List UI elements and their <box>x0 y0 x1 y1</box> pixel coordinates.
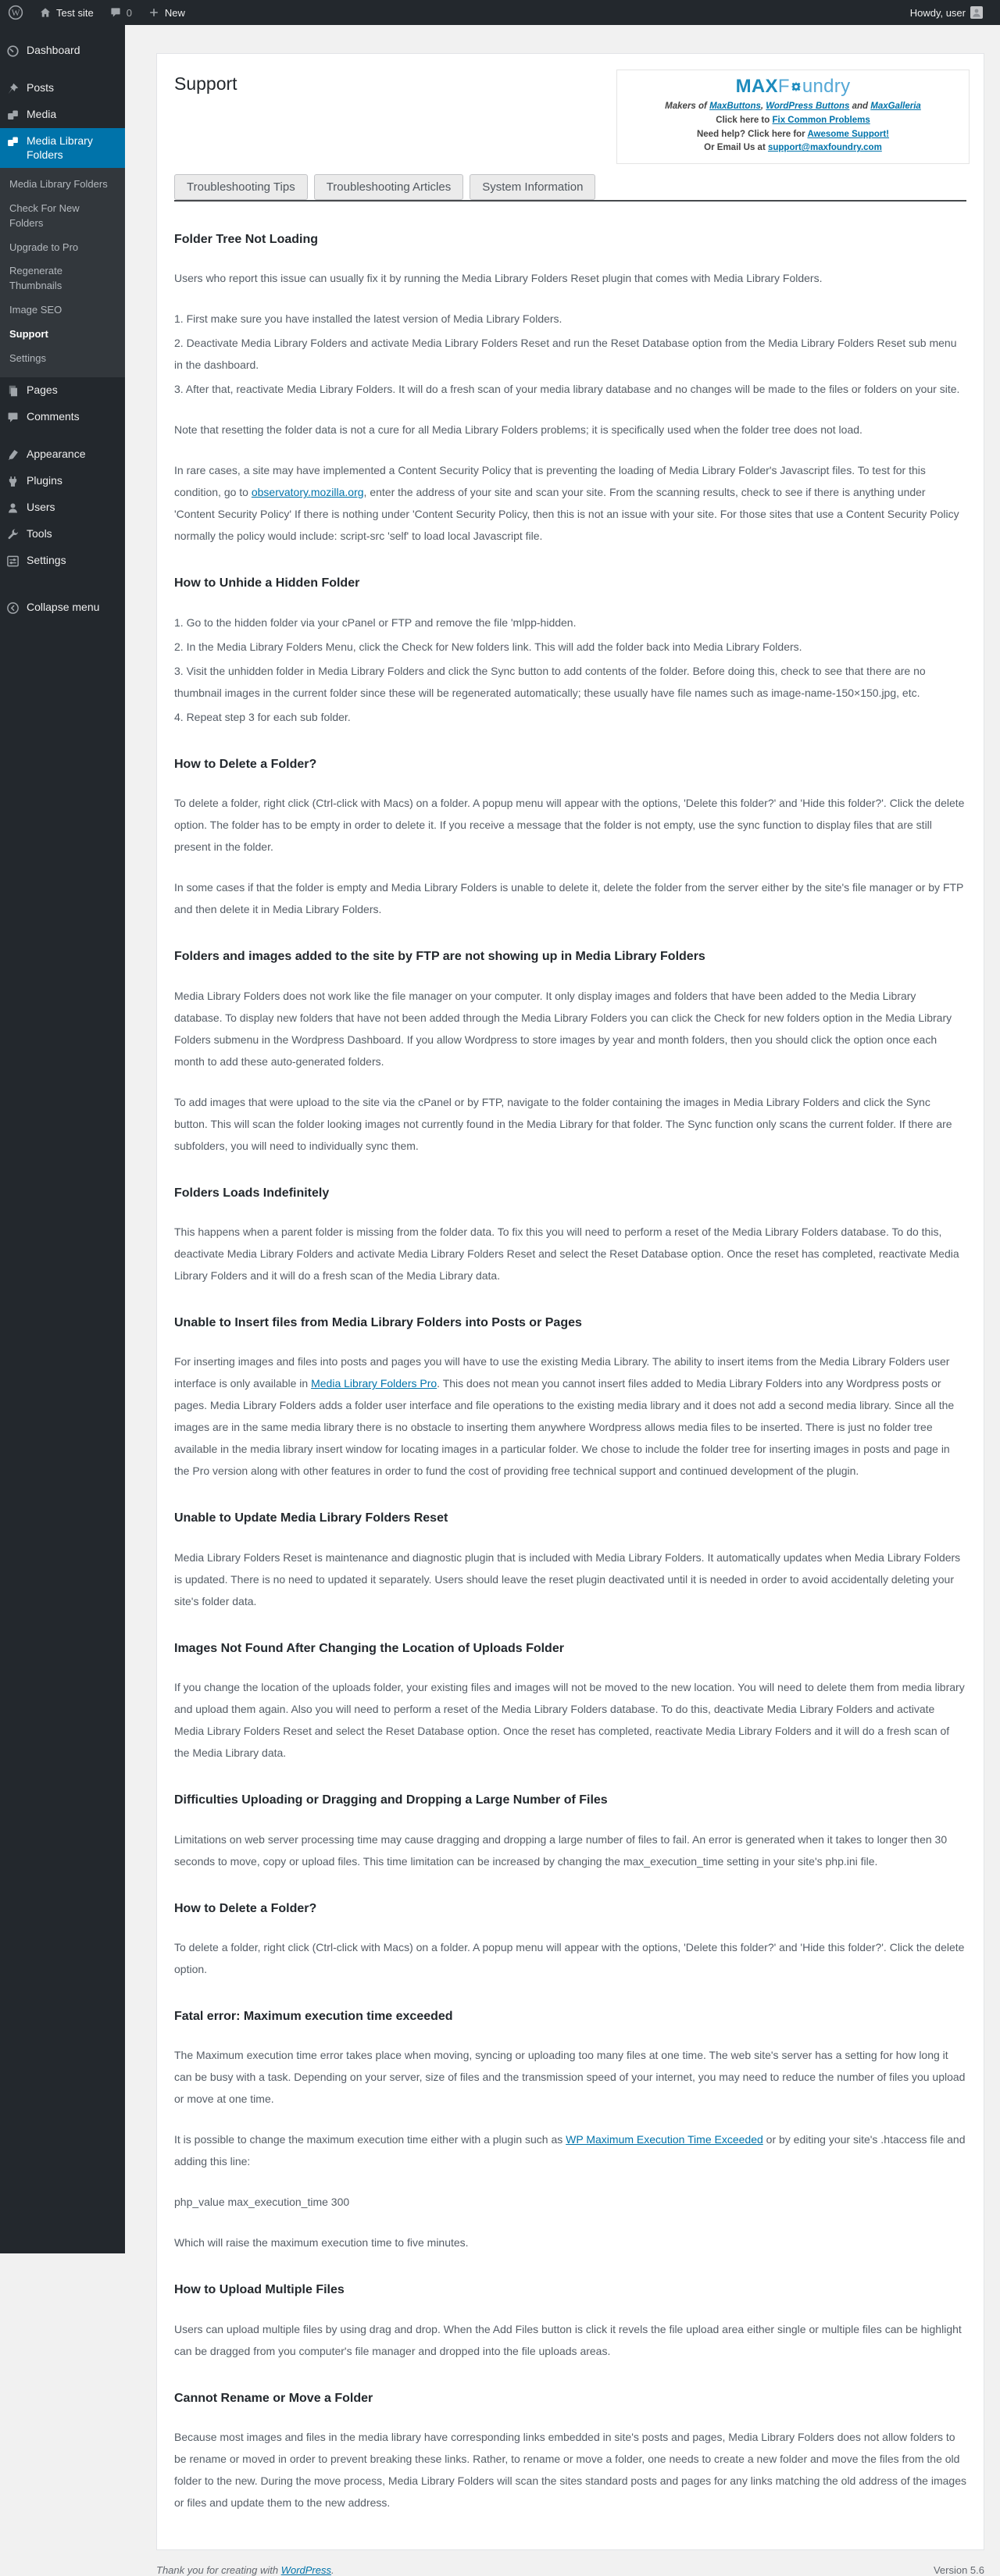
awesome-support-link[interactable]: Awesome Support! <box>807 129 890 139</box>
sidebar-item-plugins[interactable] <box>0 468 125 494</box>
maxfoundry-logo-max: MAX <box>735 76 778 97</box>
section-heading: Images Not Found After Changing the Location of Uploads Folder <box>174 1641 564 1655</box>
home-icon <box>39 6 52 19</box>
text-run: Which will raise the maximum execution time to five minutes. <box>174 2236 469 2250</box>
sidebar-item-label: Tools <box>27 526 52 540</box>
paragraph <box>174 267 966 289</box>
footer <box>156 2564 984 2576</box>
media-library-folders-pro-link[interactable]: Media Library Folders Pro <box>311 1377 438 1390</box>
paragraph <box>174 2318 966 2362</box>
paragraph <box>174 1936 966 1980</box>
wordpress-buttons-link[interactable]: WordPress Buttons <box>766 102 850 111</box>
text-run: 3. Visit the unhidden folder in Media Library Folders and click the Sync button to add contents of the folder. Before doing this, check to see that there are no thumbnail images in the current folder since these will be regenerated automatically; these usually have file names such as image-name-150×150.jpg, etc. <box>174 664 926 699</box>
my-account-link[interactable] <box>902 6 991 19</box>
sidebar-item-collapse-menu[interactable] <box>0 594 125 621</box>
submenu-item-upgrade-to-pro[interactable]: Upgrade to Pro <box>9 241 79 253</box>
admin-sidebar <box>0 25 125 2253</box>
text-run: 1. Go to the hidden folder via your cPanel or FTP and remove the file 'mlpp-hidden. <box>174 615 577 629</box>
sidebar-item-label: Media Library Folders <box>27 134 93 161</box>
tab-troubleshooting-tips[interactable]: Troubleshooting Tips <box>174 174 308 200</box>
tab-troubleshooting-articles[interactable]: Troubleshooting Articles <box>314 174 464 200</box>
section-heading: Difficulties Uploading or Dragging and Dropping a Large Number of Files <box>174 1793 608 1807</box>
maxfoundry-logo <box>625 75 961 98</box>
text-run: and <box>849 102 871 111</box>
support-page-card <box>156 53 984 2550</box>
maxfoundry-line <box>625 100 961 114</box>
text-run: This happens when a parent folder is missing from the folder data. To fix this you will need to perform a reset of the Media Library Folders database. To do this, deactivate Media Library Folders and activate Media Library Folders Reset and select the Reset Database option. Once the reset has completed, reactivate Media Library Folders and it will do a fresh scan of the Media Library data. <box>174 1225 959 1282</box>
section-heading: Folders Loads Indefinitely <box>174 1186 330 1200</box>
text-run: To delete a folder, right click (Ctrl-click with Macs) on a folder. A popup menu will appear with the options, 'Delete this folder?' and 'Hide this folder?'. Click the delete option. <box>174 1940 965 1975</box>
settings-icon <box>6 555 20 568</box>
sidebar-item-label: Pages <box>27 383 58 396</box>
text-run: 2. Deactivate Media Library Folders and activate Media Library Folders Reset and run the Reset Database option from the Media Library Folders Reset sub menu in the dashboard. <box>174 337 957 372</box>
sidebar-item-dashboard[interactable] <box>0 37 125 64</box>
new-content-link[interactable] <box>140 0 193 25</box>
maxbuttons-link[interactable]: MaxButtons <box>709 102 761 111</box>
maxfoundry-line <box>625 141 961 155</box>
text-run: In some cases if that the folder is empty and Media Library Folders is unable to delete it, delete the folder from the server either by the site's file manager or by FTP and then delete it in Media Library Folders. <box>174 881 964 916</box>
paragraph <box>174 2191 966 2213</box>
text-run: For inserting images and files into posts and pages you will have to use the existing Media Library. The ability to insert items from the Media Library Folders user interface is only available in <box>174 1355 950 1390</box>
collapse-icon <box>6 601 20 615</box>
text-run: 4. Repeat step 3 for each sub folder. <box>174 710 351 723</box>
plugins-icon <box>6 475 20 488</box>
text-run: Media Library Folders does not work like the file manager on your computer. It only display images and folders that have been added to the Media Library database. To display new folders that have not been added through the Media Library Folders you can click the Check for new folders option in the Media Library Folders submenu in the Wordpress Dashboard. If you allow Wordpress to store images by year and month folders, then you should click the option once each month to add these auto-generated folders. <box>174 989 952 1068</box>
section-heading: How to Delete a Folder? <box>174 1901 317 1915</box>
list-item <box>174 636 966 658</box>
text-run: Users can upload multiple files by using drag and drop. When the Add Files button is click it revels the file upload area either single or multiple files can be highlight can be dragged from you computer's file manager and dropped into the file uploads areas. <box>174 2322 962 2357</box>
submenu-item-image-seo[interactable]: Image SEO <box>9 304 62 316</box>
paragraph <box>174 876 966 920</box>
dashboard-icon <box>6 45 20 58</box>
new-label: New <box>164 6 185 19</box>
text-run: php_value max_execution_time 300 <box>174 2196 350 2209</box>
text-run: . <box>331 2564 334 2576</box>
section-heading: Unable to Update Media Library Folders Reset <box>174 1511 448 1525</box>
text-run: Media Library Folders Reset is maintenance and diagnostic plugin that is included with Media Library Folders. It automatically updates when Media Library Folders is updated. There is no need to updated it separately. Users should leave the reset plugin deactivated until it is needed in order to avoid accidentally deleting your site's folder data. <box>174 1550 961 1607</box>
text-run: If you change the location of the uploads folder, your existing files and images will not be moved to the new location. You will need to delete them from media library and upload them again. Also you will need to perform a reset of the Media Library Folders database. To do this, deactivate Media Library Folders and activate Media Library Folders Reset and select the Reset Database option. Once the reset has completed, reactivate Media Library Folders and it will do a fresh scan of the Media Library data. <box>174 1681 965 1760</box>
submenu-item-check-for-new-folders[interactable]: Check For New Folders <box>9 202 80 229</box>
text-run: 3. After that, reactivate Media Library Folders. It will do a fresh scan of your media library database and no changes will be made to the files or folders on your site. <box>174 383 960 396</box>
section-heading: Fatal error: Maximum execution time exceeded <box>174 2009 453 2023</box>
submenu-item-support[interactable]: Support <box>9 327 48 340</box>
comments-count: 0 <box>126 6 132 19</box>
paragraph <box>174 1091 966 1157</box>
section-heading: Folder Tree Not Loading <box>174 233 319 246</box>
text-run: Makers of <box>665 102 710 111</box>
paragraph <box>174 792 966 858</box>
menu-separator <box>0 430 125 441</box>
text-run: The Maximum execution time error takes place when moving, syncing or uploading too many files at one time. The web site's server has a setting for how long it can be busy with a task. Depending on your server, size of files and the transmission speed of your internet, you may need to reduce the number of files you upload or move at one time. <box>174 2049 966 2106</box>
sidebar-item-label: Dashboard <box>27 44 80 56</box>
paragraph <box>174 2044 966 2110</box>
site-name-link[interactable] <box>31 0 102 25</box>
text-run: , enter the address of your site and scan your site. From the scanning results, check to see if there is anything under 'Content Security Policy' If there is nothing under 'Content Security Policy, then this is not an issue with your site. For those sites that use a Content Security Policy normally the policy would include: script-src 'self' to load local Javascript file. <box>174 486 959 543</box>
maxfoundry-box <box>616 70 970 164</box>
text-run: 1. First make sure you have installed the latest version of Media Library Folders. <box>174 312 562 326</box>
sidebar-item-label: Media <box>27 108 57 120</box>
list-item <box>174 308 966 330</box>
wordpress-link[interactable]: WordPress <box>280 2564 331 2576</box>
submenu-item-regenerate-thumbnails[interactable]: Regenerate Thumbnails <box>9 265 62 292</box>
collapse-wrap <box>0 594 125 621</box>
submenu-item-media-library-folders[interactable]: Media Library Folders <box>9 178 108 190</box>
text-run: To delete a folder, right click (Ctrl-click with Macs) on a folder. A popup menu will appear with the options, 'Delete this folder?' and 'Hide this folder?'. Click the delete option. The folder has to be empty in order to delete it. If you receive a message that the folder is not empty, use the sync function to display files that are still present in the folder. <box>174 797 965 854</box>
paragraph <box>174 985 966 1072</box>
avatar <box>970 6 983 19</box>
sidebar-item-tools[interactable] <box>0 521 125 548</box>
support-maxfoundry-com-link[interactable]: support@maxfoundry.com <box>767 143 882 153</box>
menu-separator <box>0 64 125 75</box>
wordpress-logo-button[interactable] <box>0 0 31 25</box>
submenu-media-library-folders <box>0 168 125 377</box>
paragraph <box>174 459 966 547</box>
sidebar-item-label: Collapse menu <box>27 600 100 613</box>
sidebar-item-comments[interactable] <box>0 404 125 430</box>
maxfoundry-lines <box>625 100 961 155</box>
numbered-list <box>174 612 966 728</box>
text-run: Click here to <box>716 115 773 125</box>
section-heading: Folders and images added to the site by FTP are not showing up in Media Library Folders <box>174 950 705 964</box>
sidebar-item-media[interactable] <box>0 102 125 128</box>
text-run: . This does not mean you cannot insert files added to Media Library Folders into any Wordpress posts or pages. Media Library Folders adds a folder user interface and file operations to the existing media library and it does not add a second media library. Since all the images are in the same media library there is no obstacle to inserting them anywhere Wordpress allows media files to be inserted. There is just no folder tree available in the media library insert window for locating images in a particular folder. We chose to include the folder tree for inserting images in posts and page in the Pro version along with other features in order to fund the cost of providing free technical support and continued development of the plugin. <box>174 1377 955 1478</box>
sections-container <box>157 202 984 2521</box>
appearance-icon <box>6 448 20 462</box>
list-item <box>174 660 966 704</box>
text-run: Note that resetting the folder data is not a cure for all Media Library Folders problems; it is specifically used when the folder tree does not load. <box>174 423 862 437</box>
sidebar-item-label: Posts <box>27 81 55 94</box>
paragraph <box>174 419 966 441</box>
tab-system-information[interactable]: System Information <box>470 174 595 200</box>
text-run: Limitations on web server processing time may cause dragging and dropping a large number of files to fail. An error is generated when it takes to longer then 30 seconds to move, copy or upload files. This time limitation can be increased by changing the max_execution_time setting in your site's php.ini file. <box>174 1832 948 1868</box>
page-title: Support <box>174 73 238 94</box>
submenu-item-settings[interactable]: Settings <box>9 351 46 364</box>
numbered-list <box>174 308 966 400</box>
text-run: 2. In the Media Library Folders Menu, click the Check for New folders link. This will add the folder back into Media Library Folders. <box>174 640 802 653</box>
paragraph <box>174 1350 966 1482</box>
paragraph <box>174 2426 966 2514</box>
wordpress-logo-icon <box>8 5 23 20</box>
tab-bar <box>174 174 966 202</box>
sidebar-item-label: Users <box>27 500 55 513</box>
folders-icon <box>6 135 20 148</box>
paragraph <box>174 1676 966 1764</box>
footer-thanks <box>156 2564 334 2576</box>
site-name: Test site <box>56 6 94 19</box>
text-run: Because most images and files in the media library have corresponding links embedded in site's posts and pages, Media Library Folders does not allow folders to be rename or moved in order to prevent breaking these links. Rather, to rename or move a folder, one needs to create a new folder and move the files from the old folder to the new. During the move process, Media Library Folders will scan the sites standard posts and pages for any links matching the old address of the images or files and update them to the new address. <box>174 2431 966 2510</box>
paragraph <box>174 1547 966 1612</box>
maxfoundry-logo-f: F <box>777 76 790 97</box>
list-item <box>174 332 966 376</box>
howdy-text: Howdy, user <box>909 6 966 19</box>
sidebar-item-label: Comments <box>27 409 80 423</box>
card-header <box>157 54 984 169</box>
sidebar-item-posts[interactable] <box>0 75 125 102</box>
wp-maximum-execution-time-exceeded-link[interactable]: WP Maximum Execution Time Exceeded <box>566 2133 763 2146</box>
maxfoundry-line <box>625 114 961 128</box>
gear-icon <box>790 80 802 93</box>
comments-link[interactable] <box>102 0 140 25</box>
text-run: Need help? Click here for <box>696 129 808 139</box>
maxfoundry-line <box>625 128 961 142</box>
paragraph <box>174 2128 966 2172</box>
section-heading: Unable to Insert files from Media Library Folders into Posts or Pages <box>174 1315 582 1329</box>
text-run: , <box>760 102 766 111</box>
sidebar-item-users[interactable] <box>0 494 125 521</box>
text-run: Or Email Us at <box>704 143 768 153</box>
admin-bar <box>0 0 1000 25</box>
text-run: To add images that were upload to the site via the cPanel or by FTP, navigate to the folder containing the images in Media Library Folders and click the Sync button. This will scan the folder looking images not currently found in the Media Library for that folder. The Sync function only scans the current folder. If there are subfolders, you will need to individually sync them. <box>174 1095 952 1152</box>
admin-bar-left <box>0 0 193 25</box>
sidebar-item-appearance[interactable] <box>0 441 125 468</box>
sidebar-item-label: Appearance <box>27 447 86 460</box>
section-heading: How to Unhide a Hidden Folder <box>174 576 360 590</box>
plus-icon <box>148 6 160 19</box>
observatory-mozilla-org-link[interactable]: observatory.mozilla.org <box>251 486 364 499</box>
list-item <box>174 378 966 400</box>
content-area <box>125 25 1000 2576</box>
maxfoundry-logo-rest: undry <box>802 76 851 97</box>
list-item <box>174 612 966 633</box>
pin-icon <box>6 82 20 95</box>
admin-bar-right <box>902 6 1000 19</box>
text-run: Thank you for creating with <box>156 2564 281 2576</box>
sidebar-item-media-library-folders[interactable] <box>0 128 125 168</box>
sidebar-item-label: Settings <box>27 553 66 566</box>
maxgalleria-link[interactable]: MaxGalleria <box>870 102 921 111</box>
text-run: Users who report this issue can usually fix it by running the Media Library Folders Reset plugin that comes with Media Library Folders. <box>174 272 823 285</box>
fix-common-problems-link[interactable]: Fix Common Problems <box>772 115 870 125</box>
svg-text:W: W <box>11 9 20 19</box>
text-run: It is possible to change the maximum execution time either with a plugin such as <box>174 2133 566 2146</box>
section-heading: How to Delete a Folder? <box>174 757 317 771</box>
sidebar-item-pages[interactable] <box>0 377 125 404</box>
footer-version: Version 5.6 <box>933 2564 984 2576</box>
list-item <box>174 706 966 728</box>
sidebar-item-settings[interactable] <box>0 548 125 574</box>
text-run: In rare cases, a site may have implemented a Content Security Policy that is preventing the loading of Media Library Folder's Javascript files. To test for this condition, go to <box>174 464 926 499</box>
section-heading: Cannot Rename or Move a Folder <box>174 2391 373 2405</box>
pages-icon <box>6 384 20 398</box>
tools-icon <box>6 528 20 541</box>
sidebar-item-label: Plugins <box>27 473 62 487</box>
comment-bubble-icon <box>109 6 122 19</box>
text-run: or by editing your site's .htaccess file and adding this line: <box>174 2133 966 2168</box>
paragraph <box>174 1829 966 1872</box>
users-icon <box>6 501 20 515</box>
comments-icon <box>6 411 20 424</box>
paragraph <box>174 1221 966 1286</box>
paragraph <box>174 2232 966 2253</box>
section-heading: How to Upload Multiple Files <box>174 2283 345 2297</box>
media-icon <box>6 109 20 122</box>
